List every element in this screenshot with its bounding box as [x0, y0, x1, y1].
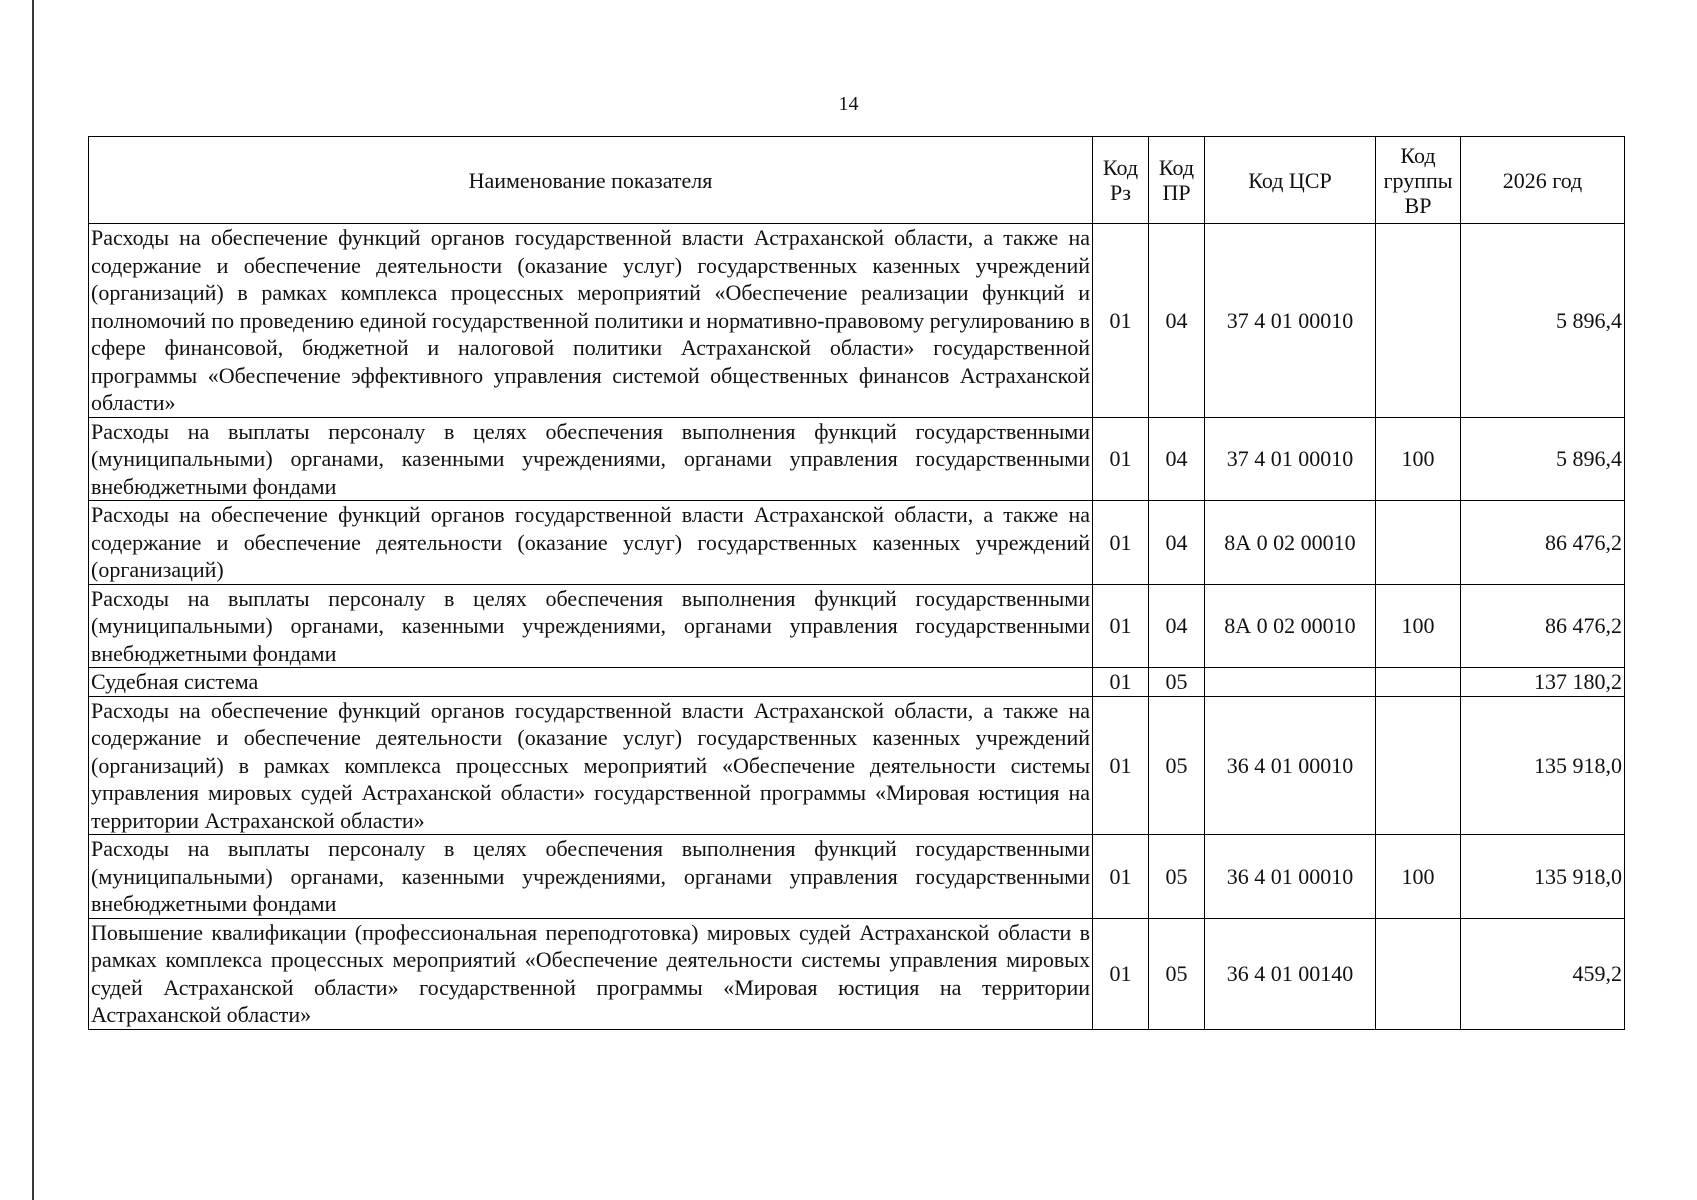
table-row: [89, 584, 1625, 668]
cell-value: 86 476,2: [1461, 501, 1625, 585]
table-header: [89, 137, 1625, 224]
cell-name: Расходы на выплаты персоналу в целях обеспечения выполнения функций государственными (муниципальными) органами, казенными учреждениями, органами управления государственными внебюджетными фондами: [89, 417, 1093, 501]
cell-vr: [1376, 696, 1461, 835]
cell-vr: [1376, 918, 1461, 1029]
cell-pr: 04: [1149, 501, 1205, 585]
header-rz: Код Рз: [1093, 137, 1149, 224]
cell-value: 137 180,2: [1461, 668, 1625, 697]
cell-rz: 01: [1093, 668, 1149, 697]
table-row: [89, 918, 1625, 1029]
cell-name: Расходы на обеспечение функций органов государственной власти Астраханской области, а также на содержание и обеспечение деятельности (оказание услуг) государственных казенных учреждений (организаций): [89, 501, 1093, 585]
cell-rz: 01: [1093, 417, 1149, 501]
table-row: [89, 696, 1625, 835]
table-row: [89, 668, 1625, 697]
cell-csr: 8А 0 02 00010: [1205, 584, 1376, 668]
cell-csr: 36 4 01 00010: [1205, 696, 1376, 835]
header-pr: Код ПР: [1149, 137, 1205, 224]
cell-pr: 05: [1149, 918, 1205, 1029]
header-vr: Код группы ВР: [1376, 137, 1461, 224]
cell-rz: 01: [1093, 918, 1149, 1029]
cell-rz: 01: [1093, 224, 1149, 418]
cell-rz: 01: [1093, 696, 1149, 835]
cell-pr: 05: [1149, 668, 1205, 697]
cell-name: Судебная система: [89, 668, 1093, 697]
header-row: [89, 137, 1625, 224]
cell-vr: 100: [1376, 835, 1461, 919]
cell-csr: 36 4 01 00010: [1205, 835, 1376, 919]
page-number: 14: [838, 93, 859, 115]
cell-pr: 05: [1149, 835, 1205, 919]
cell-name: Расходы на выплаты персоналу в целях обеспечения выполнения функций государственными (муниципальными) органами, казенными учреждениями, органами управления государственными внебюджетными фондами: [89, 835, 1093, 919]
table-row: [89, 417, 1625, 501]
cell-name: Расходы на обеспечение функций органов государственной власти Астраханской области, а также на содержание и обеспечение деятельности (оказание услуг) государственных казенных учреждений (организаций) в рамках комплекса процессных мероприятий «Обеспечение реализации функций и полномочий по проведению единой государственной политики и нормативно-правовому регулированию в сфере финансовой, бюджетной и налоговой политики Астраханской области» государственной программы «Обеспечение эффективного управления системой общественных финансов Астраханской области»: [89, 224, 1093, 418]
table-row: [89, 224, 1625, 418]
cell-pr: 04: [1149, 224, 1205, 418]
scan-edge-line: [32, 0, 34, 1200]
cell-value: 135 918,0: [1461, 835, 1625, 919]
cell-vr: 100: [1376, 584, 1461, 668]
cell-csr: 37 4 01 00010: [1205, 417, 1376, 501]
cell-name: Расходы на выплаты персоналу в целях обеспечения выполнения функций государственными (муниципальными) органами, казенными учреждениями, органами управления государственными внебюджетными фондами: [89, 584, 1093, 668]
cell-pr: 05: [1149, 696, 1205, 835]
cell-pr: 04: [1149, 584, 1205, 668]
cell-vr: [1376, 501, 1461, 585]
cell-vr: [1376, 668, 1461, 697]
cell-rz: 01: [1093, 584, 1149, 668]
cell-value: 86 476,2: [1461, 584, 1625, 668]
cell-value: 5 896,4: [1461, 417, 1625, 501]
cell-name: Расходы на обеспечение функций органов государственной власти Астраханской области, а также на содержание и обеспечение деятельности (оказание услуг) государственных казенных учреждений (организаций) в рамках комплекса процессных мероприятий «Обеспечение деятельности системы управления мировых судей Астраханской области» государственной программы «Мировая юстиция на территории Астраханской области»: [89, 696, 1093, 835]
cell-csr: 36 4 01 00140: [1205, 918, 1376, 1029]
cell-value: 5 896,4: [1461, 224, 1625, 418]
header-csr: Код ЦСР: [1205, 137, 1376, 224]
header-year: 2026 год: [1461, 137, 1625, 224]
cell-csr: [1205, 668, 1376, 697]
cell-value: 135 918,0: [1461, 696, 1625, 835]
cell-vr: [1376, 224, 1461, 418]
cell-csr: 37 4 01 00010: [1205, 224, 1376, 418]
cell-rz: 01: [1093, 501, 1149, 585]
table-row: [89, 835, 1625, 919]
table-body: [89, 224, 1625, 1030]
cell-pr: 04: [1149, 417, 1205, 501]
cell-rz: 01: [1093, 835, 1149, 919]
cell-name: Повышение квалификации (профессиональная переподготовка) мировых судей Астраханской области в рамках комплекса процессных мероприятий «Обеспечение деятельности системы управления мировых судей Астраханской области» государственной программы «Мировая юстиция на территории Астраханской области»: [89, 918, 1093, 1029]
table-row: [89, 501, 1625, 585]
cell-value: 459,2: [1461, 918, 1625, 1029]
cell-csr: 8А 0 02 00010: [1205, 501, 1376, 585]
header-name: Наименование показателя: [89, 137, 1093, 224]
cell-vr: 100: [1376, 417, 1461, 501]
budget-table: [88, 136, 1625, 1030]
